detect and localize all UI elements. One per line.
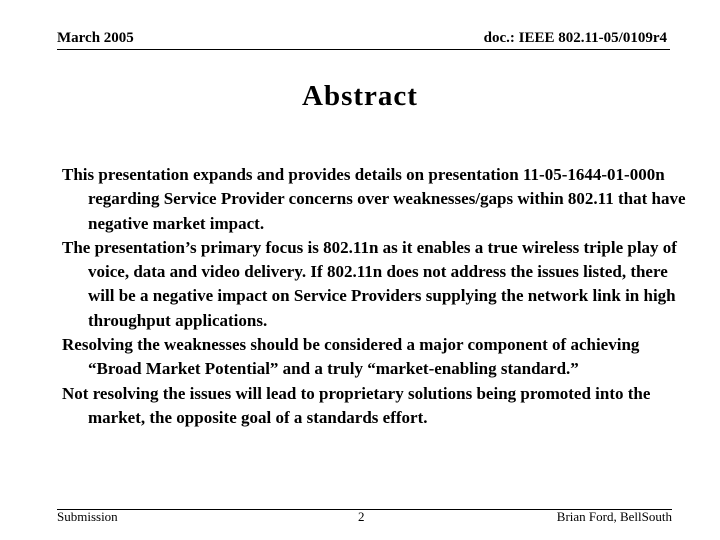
body-paragraph-3: Resolving the weaknesses should be considered a major component of achieving “Broad Market Potential” and a truly “market-enabling standard.” [62, 335, 640, 379]
header-date: March 2005 [57, 30, 134, 46]
footer-submission-label: Submission [57, 509, 118, 524]
body-paragraph-4: Not resolving the issues will lead to proprietary solutions being promoted into the market, the opposite goal of a standards effort. [62, 383, 651, 427]
slide-title: Abstract [302, 80, 418, 112]
slide-body [62, 163, 692, 430]
body-paragraph-1: This presentation expands and provides details on presentation 11-05-1644-01-000n regarding Service Provider concerns over weaknesses/gaps within 802.11 that have negative market impact. [62, 165, 686, 233]
footer-author: Brian Ford, BellSouth [556, 509, 672, 524]
body-paragraph-2: The presentation’s primary focus is 802.11n as it enables a true wireless triple play of voice, data and video delivery. If 802.11n does not address the issues listed, there will be a negative impact on Service Providers supplying the network link in high throughput applications. [62, 237, 677, 330]
footer-page-number: 2 [358, 509, 365, 524]
header-divider [57, 49, 670, 50]
header-doc-id: doc.: IEEE 802.11-05/0109r4 [483, 30, 667, 46]
